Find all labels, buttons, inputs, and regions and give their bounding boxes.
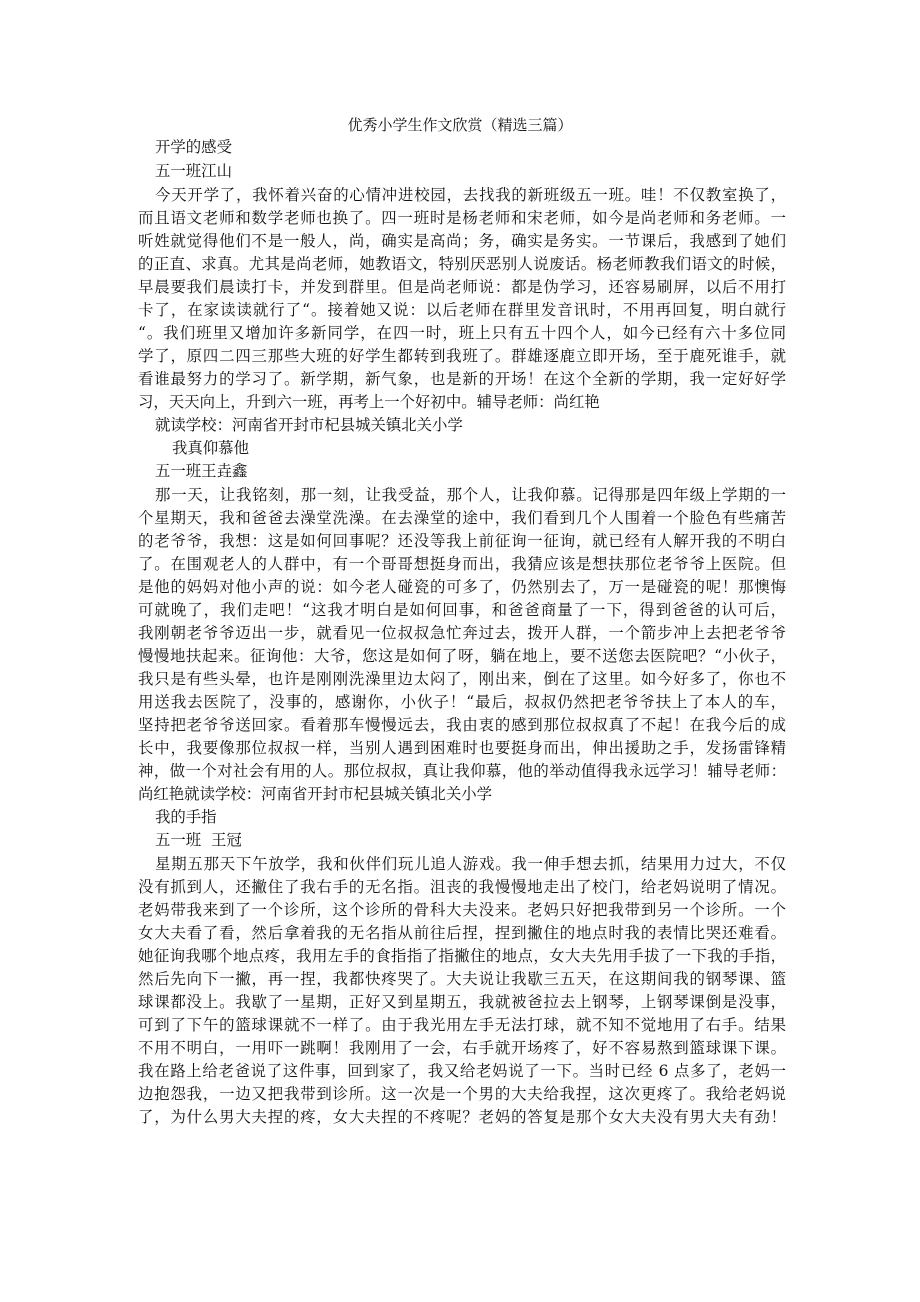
- essay3-line: 我在路上给老爸说了这件事，回到家了，我又给老妈说了一下。当时已经 6 点多了，老妈一: [138, 1062, 786, 1080]
- essay1-heading: 开学的感受: [155, 138, 232, 156]
- essay3-line: 边抱怨我，一边又把我带到诊所。这一次是一个男的大夫给我捏，这次更疼了。我给老妈说: [138, 1085, 786, 1103]
- essay2-line: 我只是有些头晕，也许是刚刚洗澡里边太闷了，刚出来，倒在了这里。如今好多了，你也不: [138, 670, 786, 688]
- essay1-author: 五一班江山: [155, 162, 232, 180]
- essay3-line: 星期五那天下午放学，我和伙伴们玩儿追人游戏。我一伸手想去抓，结果用力过大，不仅: [155, 855, 786, 873]
- essay3-heading: 我的手指: [155, 808, 217, 826]
- essay3-line: 不用不明白，一用吓一跳啊！我刚用了一会，右手就开场疼了，好不容易熬到篮球课下课。: [138, 1039, 786, 1057]
- essay2-author: 五一班王垚鑫: [155, 462, 248, 480]
- document-title: 优秀小学生作文欣赏（精选三篇）: [347, 116, 573, 134]
- essay3-line: 老妈带我来到了一个诊所，这个诊所的骨科大夫没来。老妈只好把我带到另一个诊所。一个: [138, 901, 786, 919]
- essay2-line: 那一天，让我铭刻，那一刻，让我受益，那个人，让我仰慕。记得那是四年级上学期的一: [155, 486, 786, 504]
- essay1-line: 卡了，在家读读就行了“。接着她又说：以后老师在群里发音讯时，不用再回复，明白就行: [138, 301, 786, 319]
- essay1-line: 学了，原四二四三那些大班的好学生都转到我班了。群雄逐鹿立即开场，至于鹿死谁手，就: [138, 347, 786, 365]
- essay2-line: 神，做一个对社会有用的人。那位叔叔，真让我仰慕，他的举动值得我永远学习！辅导老师：: [138, 762, 786, 780]
- essay3-line: 她征询我哪个地点疼，我用左手的食指指了指撇住的地点，女大夫先用手拔了一下我的手指，: [138, 947, 786, 965]
- essay2-line: 我刚朝老爷爷迈出一步，就看见一位叔叔急忙奔过去，拨开人群，一个箭步冲上去把老爷爷: [138, 624, 786, 642]
- essay3-line: 没有抓到人，还撇住了我右手的无名指。沮丧的我慢慢地走出了校门，给老妈说明了情况。: [138, 878, 786, 896]
- essay1-line: 听姓就觉得他们不是一般人，尚，确实是高尚；务，确实是务实。一节课后，我感到了她们: [138, 232, 786, 250]
- essay1-line: 今天开学了，我怀着兴奋的心情冲进校园，去找我的新班级五一班。哇！不仅教室换了，: [155, 186, 786, 204]
- essay2-line: 长中，我要像那位叔叔一样，当别人遇到困难时也要挺身而出，伸出援助之手，发扬雷锋精: [138, 739, 786, 757]
- essay2-line: 了。在围观老人的人群中，有一个哥哥想挺身而出，我猜应该是想扶那位老爷爷上医院。但: [138, 555, 786, 573]
- essay1-school: 就读学校：河南省开封市杞县城关镇北关小学: [155, 416, 463, 434]
- essay3-line: 可到了下午的篮球课就不一样了。由于我光用左手无法打球，就不知不觉地用了右手。结果: [138, 1016, 786, 1034]
- essay3-line: 然后先向下一撇，再一捏，我都快疼哭了。大夫说让我歇三五天，在这期间我的钢琴课、篮: [138, 970, 786, 988]
- essay2-line: 坚持把老爷爷送回家。看着那车慢慢远去，我由衷的感到那位叔叔真了不起！在我今后的成: [138, 716, 786, 734]
- essay1-line: 早晨要我们晨读打卡，并发到群里。但是尚老师说：都是伪学习，还容易刷屏，以后不用打: [138, 278, 786, 296]
- essay1-line: 而且语文老师和数学老师也换了。四一班时是杨老师和宋老师，如今是尚老师和务老师。一: [138, 209, 786, 227]
- essay2-heading: 我真仰慕他: [172, 439, 249, 457]
- essay1-line: 习，天天向上，升到六一班，再考上一个好初中。辅导老师：尚红艳: [138, 393, 600, 411]
- essay2-line: 可就晚了，我们走吧！“这我才明白是如何回事，和爸爸商量了一下，得到爸爸的认可后，: [138, 601, 786, 619]
- essay3-line: 球课都没上。我歇了一星期，正好又到星期五，我就被爸拉去上钢琴，上钢琴课倒是没事，: [138, 993, 786, 1011]
- essay1-line: “。我们班里又增加许多新同学，在四一时，班上只有五十四个人，如今已经有六十多位同: [138, 324, 786, 342]
- essay1-line: 的正直、求真。尤其是尚老师，她教语文，特别厌恶别人说废话。杨老师教我们语文的时候，: [138, 255, 786, 273]
- essay3-author: 五一班 王冠: [155, 831, 242, 849]
- essay1-line: 看谁最努力的学习了。新学期，新气象，也是新的开场！在这个全新的学期，我一定好好学: [138, 370, 786, 388]
- essay3-line: 了，为什么男大夫捏的疼，女大夫捏的不疼呢？老妈的答复是那个女大夫没有男大夫有劲！: [138, 1108, 786, 1126]
- essay2-line: 的老爷爷，我想：这是如何回事呢？还没等我上前征询一征询，就已经有人解开我的不明白: [138, 532, 786, 550]
- essay2-line: 个星期天，我和爸爸去澡堂洗澡。在去澡堂的途中，我们看到几个人围着一个脸色有些痛苦: [138, 509, 786, 527]
- essay2-line: 用送我去医院了，没事的，感谢你，小伙子！“最后，叔叔仍然把老爷爷扶上了本人的车，: [138, 693, 786, 711]
- essay2-line: 尚红艳就读学校：河南省开封市杞县城关镇北关小学: [138, 785, 492, 803]
- essay2-line: 是他的妈妈对他小声的说：如今老人碰瓷的可多了，仍然别去了，万一是碰瓷的呢！那懊悔: [138, 578, 786, 596]
- essay3-line: 女大夫看了看，然后拿着我的无名指从前往后捏，捏到撇住的地点时我的表情比哭还难看。: [138, 924, 786, 942]
- essay2-line: 慢慢地扶起来。征询他：大爷，您这是如何了呀，躺在地上，要不送您去医院吧？“小伙子，: [138, 647, 786, 665]
